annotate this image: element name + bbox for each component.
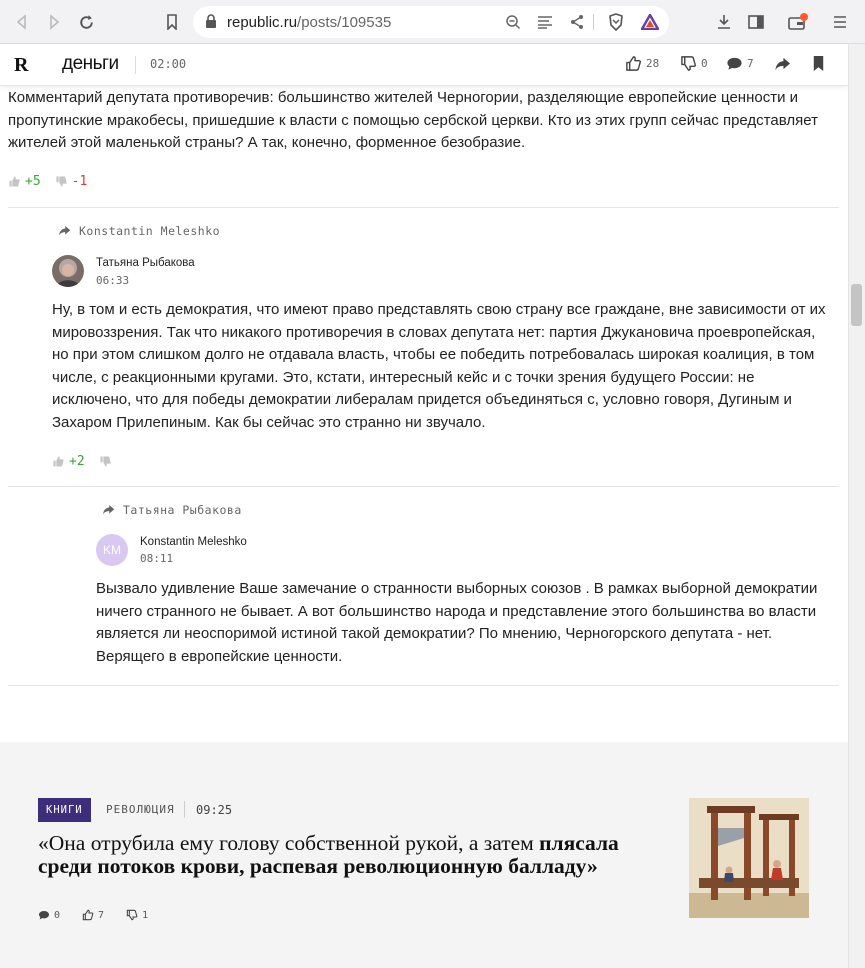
comment-divider: [8, 486, 839, 487]
brave-shield-icon[interactable]: [604, 10, 628, 34]
bookmark-icon[interactable]: [160, 10, 184, 34]
comment-text: Ну, в том и есть демократия, что имеют право представлять свою страну все граждане, вне зависимости от их мировоззрения. Так что никакого противоречия в словах депутата нет: партия Джукановича проевропейская, но при этом слишком долго не отдавала власть, чтобы ее победить потребовалась широкая коалиция, в том числе, с реакционными кругами. Это, кстати, интересный кейс и с точки зрения будущего России: не исключено, что для победы демократии либералам придется объединяться с, условно говоря, Дугиным и Захаром Прилепиным. Как бы сейчас это странно ни звучало.: [52, 301, 826, 431]
section-name[interactable]: деньги: [62, 53, 119, 74]
thumbs-down-icon: [680, 55, 697, 72]
avatar[interactable]: [52, 255, 84, 287]
article-stats: [38, 909, 148, 921]
article-title-regular: «Она отрубила ему голову собственной рукой, а затем: [38, 831, 540, 855]
lock-icon: [205, 14, 217, 29]
reply-to-link[interactable]: [102, 503, 242, 517]
comment-text: Вызвало удивление Ваше замечание о странности выборных союзов . В рамках выборной демократии ничего странного не бывает. А вот большинство народа и представление этого большинства во власти является ли неоспоримой истиной такой демократии? По мнению, Черногорского депутата - нет. Верящего в европейские ценности.: [96, 580, 818, 665]
article-thumbnail[interactable]: [689, 798, 809, 918]
comment-author[interactable]: Татьяна Рыбакова: [96, 257, 195, 269]
browser-toolbar: [0, 0, 865, 44]
dislikes-button[interactable]: [680, 55, 708, 72]
article-comments[interactable]: [38, 909, 60, 921]
article-time: 09:25: [196, 803, 233, 817]
reply-to-name: Konstantin Meleshko: [79, 224, 221, 238]
promo-divider: [184, 801, 185, 818]
article-likes-count: 7: [98, 909, 105, 921]
upvote-icon[interactable]: [52, 455, 65, 468]
page-scrollbar[interactable]: [848, 44, 865, 968]
user-photo-icon: [52, 255, 84, 287]
comment-divider: [8, 207, 839, 208]
brave-rewards-icon[interactable]: [638, 10, 662, 34]
share-article-button[interactable]: [774, 55, 791, 72]
thumbs-up-icon: [82, 909, 94, 921]
article-dislikes[interactable]: [126, 909, 148, 921]
article-comments-count: 0: [54, 909, 61, 921]
bookmark-filled-icon: [810, 55, 827, 72]
forward-icon[interactable]: [42, 10, 66, 34]
url-text: [227, 14, 391, 31]
sidebar-icon[interactable]: [744, 10, 768, 34]
likes-count: 28: [646, 57, 660, 70]
wallet-icon[interactable]: [786, 10, 810, 34]
comment-time: 06:33: [96, 274, 130, 287]
header-divider: [135, 56, 136, 74]
comment-time: 08:11: [140, 552, 174, 565]
dislikes-count: 0: [701, 57, 708, 70]
avatar[interactable]: KM: [96, 534, 128, 566]
back-icon[interactable]: [10, 10, 34, 34]
comment-divider: [8, 685, 839, 686]
comment-author[interactable]: Konstantin Meleshko: [140, 536, 247, 548]
comment-bubble-icon: [726, 55, 743, 72]
comment-votes: [52, 454, 112, 469]
download-icon[interactable]: [712, 10, 736, 34]
guillotine-illustration-icon: [689, 798, 809, 918]
reply-arrow-icon: [102, 504, 115, 516]
comments-count: 7: [747, 57, 754, 70]
bookmark-article-button[interactable]: [810, 55, 827, 72]
thumbs-up-icon: [625, 55, 642, 72]
likes-button[interactable]: [625, 55, 659, 72]
thumbs-down-icon: [126, 909, 138, 921]
comments-button[interactable]: [726, 55, 754, 72]
comment-bubble-icon: [38, 909, 50, 921]
downvote-count: -1: [71, 174, 88, 189]
scrollbar-thumb[interactable]: [851, 284, 862, 326]
article-category[interactable]: РЕВОЛЮЦИЯ: [106, 803, 175, 816]
article-title[interactable]: [38, 832, 638, 878]
upvote-icon[interactable]: [8, 175, 21, 188]
article-time: 02:00: [150, 57, 187, 71]
address-bar[interactable]: [193, 6, 669, 38]
reply-arrow-icon: [58, 225, 71, 237]
reply-to-link[interactable]: [58, 224, 220, 238]
reader-mode-icon[interactable]: [533, 10, 557, 34]
related-article-card[interactable]: [0, 742, 848, 968]
zoom-out-icon[interactable]: [501, 10, 525, 34]
comment-text: Комментарий депутата противоречив: большинство жителей Черногории, разделяющие европейские ценности и пропутинские мракобесы, пришедшие к власти с помощью сербской церкви. Кто из этих групп сейчас представляет жителей этой маленькой страны? А так, конечно, форменное безобразие.: [8, 89, 818, 151]
article-tag[interactable]: КНИГИ: [38, 798, 91, 822]
urlbar-divider: [593, 14, 594, 30]
upvote-count: +2: [69, 454, 85, 469]
article-title-bold: плясала среди потоков крови, распевая революционную балладу»: [38, 831, 619, 878]
url-host: republic.ru: [227, 14, 298, 31]
downvote-icon[interactable]: [55, 175, 68, 188]
site-logo[interactable]: R: [14, 54, 29, 76]
downvote-icon[interactable]: [99, 455, 112, 468]
reply-to-name: Татьяна Рыбакова: [123, 503, 242, 517]
reload-icon[interactable]: [74, 10, 98, 34]
share-icon[interactable]: [565, 10, 589, 34]
menu-icon[interactable]: [828, 10, 852, 34]
article-dislikes-count: 1: [142, 909, 149, 921]
url-path: /posts/109535: [297, 14, 392, 31]
site-header: [0, 44, 848, 86]
article-likes[interactable]: [82, 909, 104, 921]
upvote-count: +5: [25, 174, 41, 189]
comment-votes: [8, 174, 87, 189]
share-arrow-icon: [774, 55, 791, 72]
